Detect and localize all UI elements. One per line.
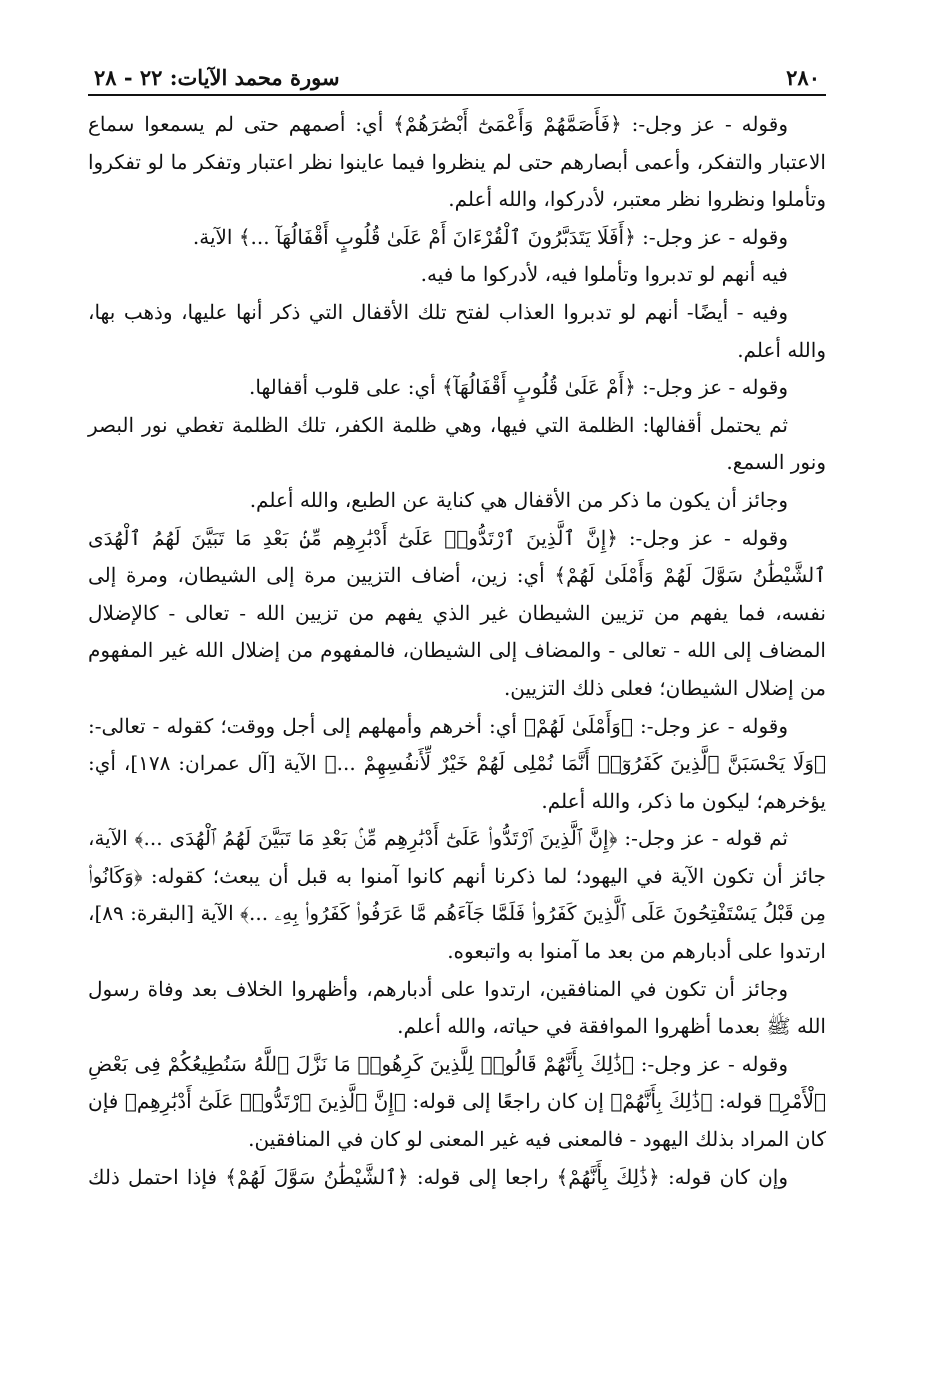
paragraph: وقوله - عز وجل-: ﴿فَأَصَمَّهُمْ وَأَعْمَىٰٓ أَبْصَٰرَهُمْ﴾ أي: أصمهم حتى لم يسمعوا سماع الاعتبار والتفكر، وأعمى أبصارهم حتى لم ينظروا فيما عاينوا نظر اعتبار وتفكر ما لو تفكروا وتأملوا ونظروا نظر معتبر، لأدركوا، والله أعلم. [88, 112, 826, 212]
page-number: ٢٨٠ [786, 65, 820, 90]
book-page [88, 52, 826, 1196]
paragraph: وقوله - عز وجل-: ﴿أَمْ عَلَىٰ قُلُوبٍ أَقْفَالُهَآ﴾ أي: على قلوب أقفالها. [249, 375, 788, 400]
surah-title: سورة محمد الآيات: ٢٢ - ٢٨ [94, 65, 340, 90]
paragraph: وقوله - عز وجل-: ﴿وَأَمْلَىٰ لَهُمْ﴾ أي: أخرهم وأمهلهم إلى أجل ووقت؛ كقوله - تعالى-: ﴿وَلَا يَحْسَبَنَّ ٱلَّذِينَ كَفَرُوٓا۟ أَنَّمَا نُمْلِى لَهُمْ خَيْرٌ لِّأَنفُسِهِمْ ...﴾ الآية [آل عمران: ١٧٨]، أي: يؤخرهم؛ ليكون ما ذكر، والله أعلم. [88, 713, 826, 813]
paragraph: وجائز أن تكون في المنافقين، ارتدوا على أدبارهم، وأظهروا الخلاف بعد وفاة رسول الله ﷺ بعدما أظهروا الموافقة في حياته، والله أعلم. [88, 976, 826, 1039]
paragraph: فيه أنهم لو تدبروا وتأملوا فيه، لأدركوا ما فيه. [420, 262, 788, 287]
paragraph: وجائز أن يكون ما ذكر من الأقفال هي كناية عن الطبع، والله أعلم. [249, 487, 788, 512]
body-text [88, 106, 826, 1196]
paragraph: وقوله - عز وجل-: ﴿ذَٰلِكَ بِأَنَّهُمْ قَالُوا۟ لِلَّذِينَ كَرِهُوا۟ مَا نَزَّلَ ٱللَّهُ سَنُطِيعُكُمْ فِى بَعْضِ ٱلْأَمْرِ﴾ قوله: ﴿ذَٰلِكَ بِأَنَّهُمْ﴾ إن كان راجعًا إلى قوله: ﴿إِنَّ ٱلَّذِينَ ٱرْتَدُّوا۟ عَلَىٰٓ أَدْبَٰرِهِم﴾ فإن كان المراد بذلك اليهود - فالمعنى فيه غير المعنى لو كان في المنافقين. [88, 1051, 826, 1152]
running-header [88, 52, 826, 90]
paragraph: وقوله - عز وجل-: ﴿أَفَلَا يَتَدَبَّرُونَ ٱلْقُرْءَانَ أَمْ عَلَىٰ قُلُوبٍ أَقْفَالُهَآ ...﴾ الآية. [192, 224, 788, 249]
paragraph: وإن كان قوله: ﴿ذَٰلِكَ بِأَنَّهُمْ﴾ راجعا إلى قوله: ﴿ٱلشَّيْطَٰنُ سَوَّلَ لَهُمْ﴾ فإذا احتمل ذلك [88, 1164, 788, 1189]
paragraph: وفيه - أيضًا- أنهم لو تدبروا العذاب لفتح تلك الأقفال التي ذكر أنها عليها، وذهب بها، والله أعلم. [88, 299, 826, 362]
paragraph: وقوله - عز وجل-: ﴿إِنَّ ٱلَّذِينَ ٱرْتَدُّوا۟ عَلَىٰٓ أَدْبَٰرِهِم مِّنۢ بَعْدِ مَا تَبَيَّنَ لَهُمُ ٱلْهُدَى ٱلشَّيْطَٰنُ سَوَّلَ لَهُمْ وَأَمْلَىٰ لَهُمْ﴾ أي: زين، أضاف التزيين مرة إلى الشيطان، ومرة إلى نفسه، فما يفهم من تزيين الشيطان غير الذي يفهم من تزيين الله - تعالى - كالإضلال المضاف إلى الله - تعالى - والمضاف إلى الشيطان، فالمفهوم من إضلال الله غير المفهوم من إضلال الشيطان؛ فعلى ذلك التزيين. [88, 525, 826, 700]
paragraph: ثم يحتمل أقفالها: الظلمة التي فيها، وهي ظلمة الكفر، تلك الظلمة تغطي نور البصر ونور السمع. [88, 412, 826, 475]
header-rule [88, 94, 826, 96]
paragraph: ثم قوله - عز وجل-: ﴿إِنَّ ٱلَّذِينَ ٱرْتَدُّوا۟ عَلَىٰٓ أَدْبَٰرِهِم مِّنۢ بَعْدِ مَا تَبَيَّنَ لَهُمُ ٱلْهُدَى ...﴾ الآية، جائز أن تكون الآية في اليهود؛ لما ذكرنا أنهم كانوا آمنوا به قبل أن يبعث؛ كقوله: ﴿وَكَانُوا۟ مِن قَبْلُ يَسْتَفْتِحُونَ عَلَى ٱلَّذِينَ كَفَرُوا۟ فَلَمَّا جَآءَهُم مَّا عَرَفُوا۟ كَفَرُوا۟ بِهِۦ ...﴾ الآية [البقرة: ٨٩]، ارتدوا على أدبارهم من بعد ما آمنوا به واتبعوه. [88, 826, 826, 964]
